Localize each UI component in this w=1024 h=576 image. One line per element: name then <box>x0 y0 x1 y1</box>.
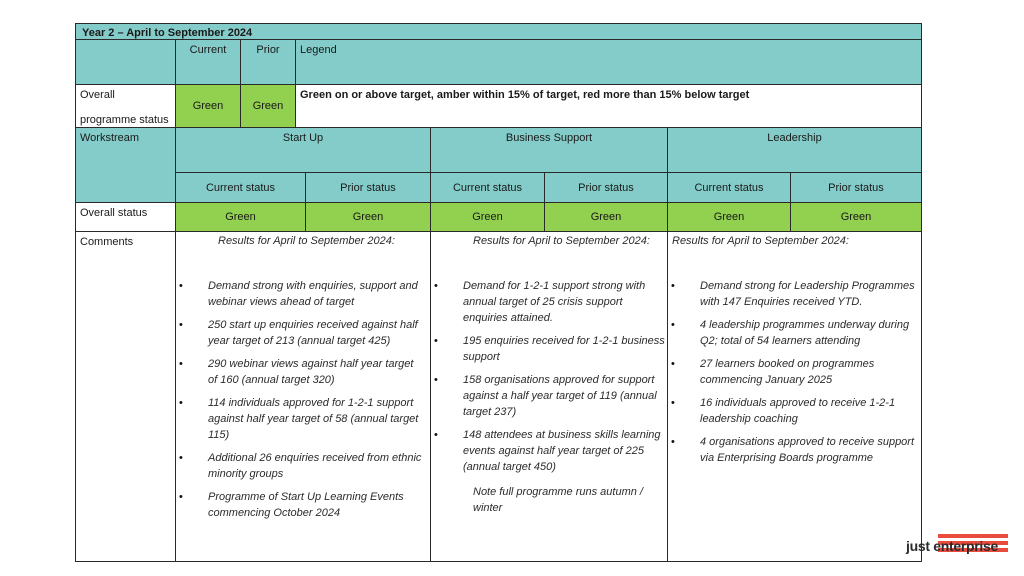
business-support-current-status <box>430 202 545 232</box>
leadership-results-list <box>700 278 918 466</box>
leadership-current-label-cell <box>667 172 791 203</box>
report-title: Year 2 – April to September 2024 <box>82 27 253 39</box>
business-support-current-value: Green <box>472 211 503 223</box>
startup-prior-status <box>305 202 431 232</box>
startup-results-heading: Results for April to September 2024: <box>218 235 395 247</box>
business-support-comments-cell <box>430 231 668 562</box>
list-item: • Additional 26 enquiries received from ethnic minority groups <box>208 450 422 482</box>
leadership-prior-value: Green <box>840 211 872 223</box>
leadership-current-value: Green <box>713 211 745 223</box>
list-item: • 290 webinar views against half year target of 160 (annual target 320) <box>208 356 422 388</box>
business-support-prior-status <box>544 202 668 232</box>
leadership-comments-cell <box>667 231 922 562</box>
just-enterprise-logo <box>906 538 998 554</box>
startup-current-label: Current status <box>205 181 276 194</box>
workstream-business-support-header <box>430 127 668 173</box>
startup-current-label-cell <box>175 172 306 203</box>
leadership-prior-label: Prior status <box>828 181 884 194</box>
business-support-current-label-cell <box>430 172 545 203</box>
business-support-results-heading: Results for April to September 2024: <box>473 235 650 247</box>
startup-current-value: Green <box>225 211 256 223</box>
workstream-leadership-header <box>667 127 922 173</box>
comments-label: Comments <box>80 236 134 248</box>
list-item: • Demand for 1-2-1 support strong with annual target of 25 crisis support enquiries attained. <box>463 278 665 326</box>
startup-prior-label-cell <box>305 172 431 203</box>
list-item: • 4 leadership programmes underway during Q2; total of 54 learners attending <box>700 317 918 349</box>
legend-description-cell <box>295 84 922 128</box>
list-item: • 158 organisations approved for support against a half year target of 119 (annual target 237) <box>463 372 665 420</box>
list-item: • Demand strong with enquiries, support and webinar views ahead of target <box>208 278 422 310</box>
workstream-business-support-name: Business Support <box>505 132 593 144</box>
overall-status-label: Overall status <box>80 207 148 219</box>
workstream-startup-name: Start Up <box>282 132 324 144</box>
list-item: • 195 enquiries received for 1-2-1 business support <box>463 333 665 365</box>
business-support-results-list <box>463 278 665 475</box>
leadership-current-label: Current status <box>694 181 764 194</box>
overall-programme-current-value: Green <box>192 100 224 112</box>
startup-prior-value: Green <box>352 211 384 223</box>
header-current: Current <box>189 44 227 56</box>
header-legend: Legend <box>300 44 337 56</box>
startup-prior-label: Prior status <box>340 181 396 194</box>
workstream-label: Workstream <box>80 132 140 144</box>
business-support-prior-value: Green <box>590 211 622 223</box>
header-legend-cell <box>295 39 922 85</box>
header-blank-cell <box>75 39 176 85</box>
workstream-label-cell <box>75 127 176 203</box>
list-item: • 4 organisations approved to receive support via Enterprising Boards programme <box>700 434 918 466</box>
header-prior: Prior <box>256 44 280 56</box>
overall-programme-label-line1: Overall <box>80 89 115 101</box>
leadership-current-status <box>667 202 791 232</box>
leadership-prior-label-cell <box>790 172 922 203</box>
business-support-prior-label: Prior status <box>578 181 634 194</box>
overall-programme-label-cell <box>75 84 176 128</box>
business-support-prior-label-cell <box>544 172 668 203</box>
list-item: • 16 individuals approved to receive 1-2-1 leadership coaching <box>700 395 918 427</box>
header-current-cell <box>175 39 241 85</box>
overall-status-label-cell <box>75 202 176 232</box>
list-item: • 27 learners booked on programmes commencing January 2025 <box>700 356 918 388</box>
list-item: • 250 start up enquiries received against half year target of 213 (annual target 425) <box>208 317 422 349</box>
startup-current-status <box>175 202 306 232</box>
startup-results-list <box>208 278 422 521</box>
business-support-current-label: Current status <box>452 181 523 194</box>
business-support-note: Note full programme runs autumn / winter <box>473 486 643 514</box>
overall-programme-prior-status <box>240 84 296 128</box>
list-item: • Demand strong for Leadership Programmes with 147 Enquiries received YTD. <box>700 278 918 310</box>
overall-programme-prior-value: Green <box>252 100 284 112</box>
logo-text: just enterprise <box>906 538 998 554</box>
startup-comments-cell <box>175 231 431 562</box>
workstream-startup-header <box>175 127 431 173</box>
legend-description: Green on or above target, amber within 15% of target, red more than 15% below target <box>300 89 750 101</box>
list-item: • 148 attendees at business skills learning events against half year target of 225 (annual target 450) <box>463 427 665 475</box>
list-item: • Programme of Start Up Learning Events commencing October 2024 <box>208 489 422 521</box>
leadership-prior-status <box>790 202 922 232</box>
comments-label-cell <box>75 231 176 562</box>
report-title-bar <box>75 23 922 40</box>
overall-programme-label-line2: programme status <box>80 114 169 126</box>
workstream-leadership-name: Leadership <box>767 132 822 144</box>
header-prior-cell <box>240 39 296 85</box>
overall-programme-current-status <box>175 84 241 128</box>
list-item: • 114 individuals approved for 1-2-1 support against half year target of 58 (annual target 115) <box>208 395 422 443</box>
leadership-results-heading: Results for April to September 2024: <box>672 235 849 247</box>
